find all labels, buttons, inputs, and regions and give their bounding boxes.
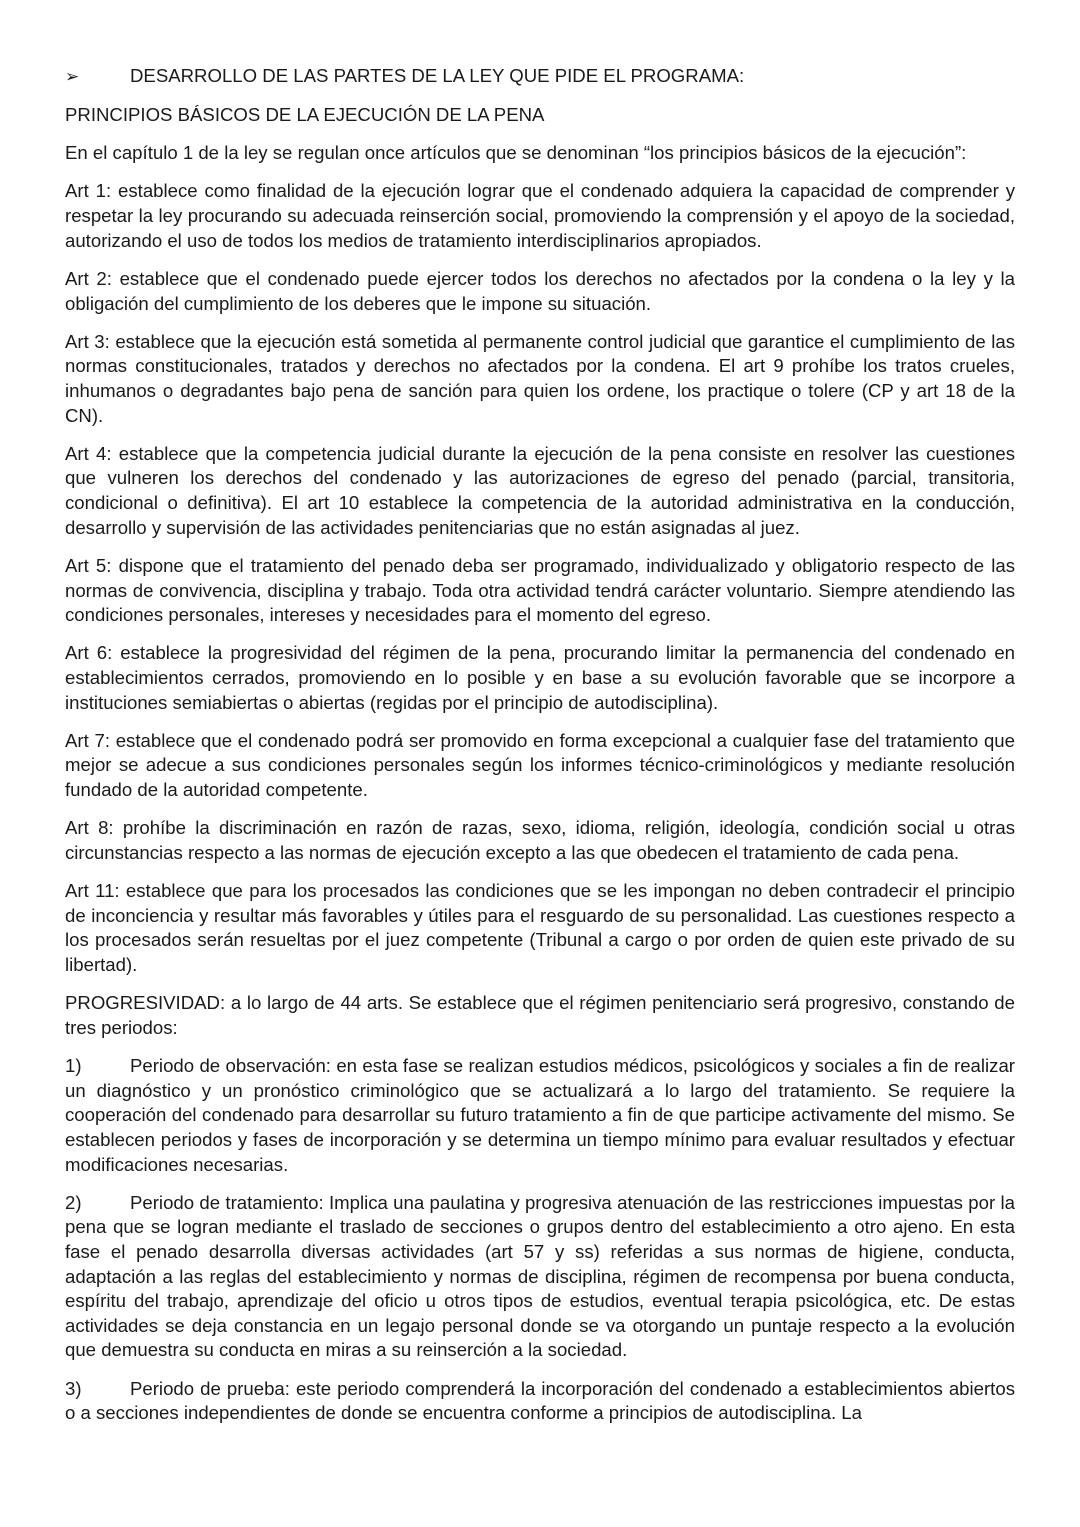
period-text: Periodo de observación: en esta fase se realizan estudios médicos, psicológicos y sociales a fin de realizar un diagnóstico y un pronóstico criminológico que se actualizará a lo largo del tratamiento. Se requiere la cooperación del condenado para desarrollar su futuro tratamiento a fin de que participe activamente del mismo. Se establecen periodos y fases de incorporación y se determina un tiempo mínimo para evaluar resultados y efectuar modificaciones necesarias. [65, 1055, 1015, 1175]
period-number: 2) [65, 1191, 82, 1213]
period-text: Periodo de prueba: este periodo comprenderá la incorporación del condenado a establecimientos abiertos o a secciones independientes de donde se encuentra conforme a principios de autodisciplina. La [65, 1377, 1015, 1424]
section-heading-text: DESARROLLO DE LAS PARTES DE LA LEY QUE PIDE EL PROGRAMA: [130, 65, 745, 86]
arrow-bullet-icon: ➢ [65, 67, 80, 86]
article-paragraph: Art 2: establece que el condenado puede ejercer todos los derechos no afectados por la condena o la ley y la obligación del cumplimiento de los deberes que le impone su situación. [65, 267, 1015, 314]
subheading: PRINCIPIOS BÁSICOS DE LA EJECUCIÓN DE LA PENA [65, 104, 545, 126]
progresividad-paragraph: PROGRESIVIDAD: a lo largo de 44 arts. Se establece que el régimen penitenciario será progresivo, constando de tres periodos: [65, 992, 1015, 1038]
article-paragraph: Art 3: establece que la ejecución está sometida al permanente control judicial que garantice el cumplimiento de las normas constitucionales, tratados y derechos no afectados por la condena. El art 9 prohíbe los tratos crueles, inhumanos o degradantes bajo pena de sanción para quien los ordene, los practique o tolere (CP y art 18 de la CN). [65, 330, 1015, 426]
article-paragraph: Art 8: prohíbe la discriminación en razón de razas, sexo, idioma, religión, ideología, condición social u otras circunstancias respecto a las normas de ejecución excepto a las que obedecen el tratamiento de cada pena. [65, 817, 1015, 863]
article-paragraph: Art 11: establece que para los procesados las condiciones que se les impongan no deben contradecir el principio de inconciencia y resultar más favorables y útiles para el resguardo de su personalidad. Las cuestiones respecto a los procesados serán resueltas por el juez competente (Tribunal a cargo o por orden de quien este privado de su libertad). [65, 880, 1015, 975]
period-paragraph [65, 1054, 1015, 1177]
period-paragraph [65, 1191, 1015, 1363]
article-paragraph: Art 6: establece la progresividad del régimen de la pena, procurando limitar la permanencia del condenado en establecimientos cerrados, promoviendo en lo posible y en base a su evolución favorable que se incorpore a instituciones semiabiertas o abiertas (regidas por el principio de autodisciplina). [65, 642, 1015, 713]
intro-paragraph: En el capítulo 1 de la ley se regulan once artículos que se denominan “los principios básicos de la ejecución”: [65, 142, 967, 164]
period-paragraph [65, 1377, 1015, 1426]
section-heading [65, 64, 1015, 90]
article-paragraph: Art 5: dispone que el tratamiento del penado deba ser programado, individualizado y obligatorio respecto de las normas de convivencia, disciplina y trabajo. Toda otra actividad tendrá carácter voluntario. Siempre atendiendo las condiciones personales, intereses y necesidades para el momento del egreso. [65, 554, 1015, 626]
period-number: 3) [65, 1377, 82, 1399]
article-paragraph: Art 7: establece que el condenado podrá ser promovido en forma excepcional a cualquier fase del tratamiento que mejor se adecue a sus condiciones personales según los informes técnico-criminológicos y mediante resolución fundado de la autoridad competente. [65, 729, 1015, 801]
period-text: Periodo de tratamiento: Implica una paulatina y progresiva atenuación de las restricciones impuestas por la pena que se logran mediante el traslado de secciones o grupos dentro del establecimiento a otro ajeno. En esta fase el penado desarrolla diversas actividades (art 57 y ss) referidas a sus normas de higiene, conducta, adaptación a las reglas del establecimiento y normas de disciplina, régimen de recompensa por buena conducta, espíritu del trabajo, aprendizaje del oficio u otros tipos de estudios, eventual terapia psicológica, etc. De estas actividades se deja constancia en un legajo personal donde se va otorgando un puntaje respecto a la evolución que demuestra su conducta en miras a su reinserción a la sociedad. [65, 1191, 1015, 1361]
article-paragraph: Art 1: establece como finalidad de la ejecución lograr que el condenado adquiera la capacidad de comprender y respetar la ley procurando su adecuada reinserción social, promoviendo la comprensión y el apoyo de la sociedad, autorizando el uso de todos los medios de tratamiento interdisciplinarios apropiados. [65, 180, 1015, 251]
period-number: 1) [65, 1055, 82, 1077]
article-paragraph: Art 4: establece que la competencia judicial durante la ejecución de la pena consiste en resolver las cuestiones que vulneren los derechos del condenado y las autorizaciones de egreso del penado (parcial, transitoria, condicional o definitiva). El art 10 establece la competencia de la autoridad administrativa en la conducción, desarrollo y supervisión de las actividades penitenciarias que no están asignadas al juez. [65, 442, 1015, 538]
